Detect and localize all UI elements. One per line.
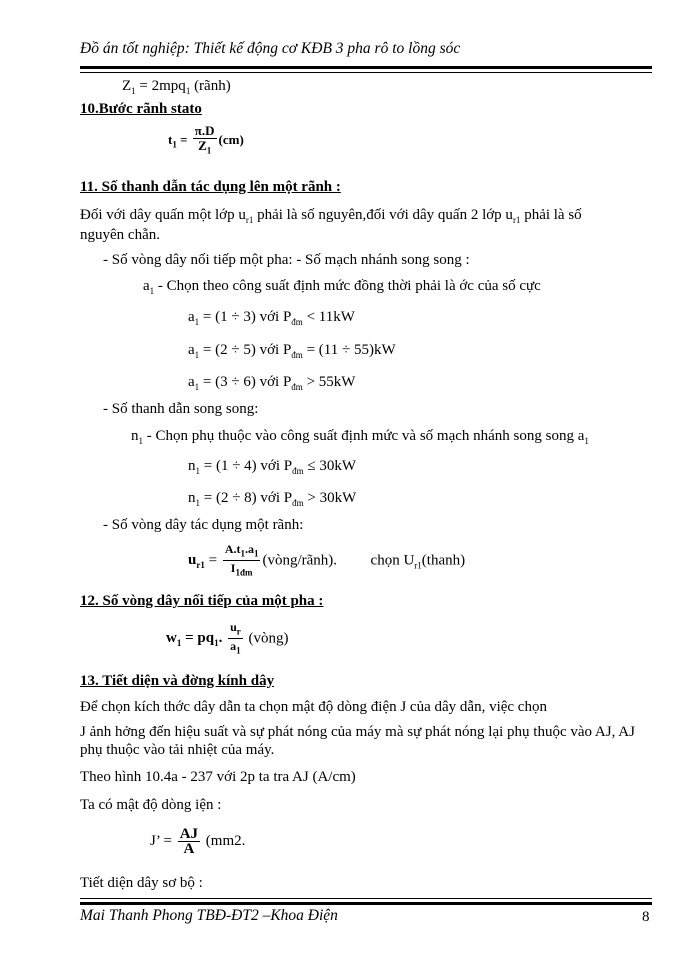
a1-description: $a_1$ - Chọn theo công suất định mức đồng thời phải là ớc của số cực (143, 278, 541, 296)
section-13-p3: Theo hình 10.4a - 237 với 2p ta tra AJ (A/cm) (80, 769, 356, 785)
section-11-intro-line1: Đối với dây quấn một lớp $u_{r1}$ phải là số nguyên,đối với dây quấn 2 lớp $u_{r1}$ phải là số (80, 207, 582, 225)
a1-range-1: $a_1 = (1 \div 3)$ với $P_{đm} < 11kW$ (188, 309, 355, 327)
n1-range-2: $n_1 = (2 \div 8)$ với $P_{đm} > 30kW$ (188, 490, 357, 508)
page-header: Đồ án tốt nghiệp: Thiết kế động cơ KĐB 3 pha rô to lồng sóc (80, 40, 461, 57)
z1-formula: $Z_1 = 2mpq_1$ (rãnh) (122, 78, 231, 96)
section-11-heading: 11. Số thanh dẫn tác dụng lên một rãnh : (80, 179, 341, 195)
footer-rule-thick (80, 902, 652, 905)
section-13-p2: J ảnh hởng đến hiệu suất và sự phát nóng của máy mà sự phát nóng lại phụ thuộc vào AJ, AJ phụ thuộc vào tải nhiệt của máy. (80, 724, 635, 758)
n1-description: $n_1$ - Chọn phụ thuộc vào công suất định mức và số mạch nhánh song song $a_1$ (131, 428, 589, 446)
section-13-heading: 13. Tiết diện và đờng kính dây (80, 673, 275, 689)
section-11-intro-line2: nguyên chẵn. (80, 227, 160, 243)
section-13-p5: Tiết diện dây sơ bộ : (80, 875, 203, 891)
bullet-series-turns: - Số vòng dây nối tiếp một pha: - Số mạch nhánh song song : (103, 252, 470, 268)
slot-turns-formula: $u_{r1}$ = $\frac{A.t_1.a_1}{I_{1đm}}$ (vòng/rãnh). chọn $U_{r1}(thanh)$ (188, 542, 466, 578)
footer-author: Mai Thanh Phong TBĐ-ĐT2 –Khoa Điện (80, 907, 338, 924)
bullet-active-turns: - Số vòng dây tác dụng một rãnh: (103, 517, 304, 533)
bullet-parallel-conductors: - Số thanh dẫn song song: (103, 401, 259, 417)
section-12-heading: 12. Số vòng dây nối tiếp của một pha : (80, 593, 324, 609)
n1-range-1: $n_1 = (1 \div 4)$ với $P_{đm} \le 30kW$ (188, 458, 357, 476)
current-density-formula: J’ = $\frac{AJ}{A}$ (mm2. (150, 826, 246, 857)
a1-range-3: $a_1 = (3 \div 6)$ với $P_{đm} > 55kW$ (188, 374, 356, 392)
header-rule-thin (80, 72, 652, 73)
series-turns-formula: $w_1 = pq_1$. $\frac{u_r}{a_1}$ (vòng) (166, 620, 289, 656)
section-13-p1: Để chọn kích thớc dây dẫn ta chọn mật độ dòng điện J của dây dẫn, việc chọn (80, 699, 547, 715)
section-13-p4: Ta có mật độ dòng iện : (80, 797, 222, 813)
header-rule-thick (80, 66, 652, 69)
section-10-heading: 10.Bước rãnh stato (80, 101, 202, 117)
page-number: 8 (642, 909, 650, 925)
a1-range-2: $a_1 = (2 \div 5)$ với $P_{đm} = (11 \div 55)kW$ (188, 342, 396, 360)
slot-pitch-formula: $t_1$ = $\frac{\pi.D}{Z_1}$ (cm) (168, 123, 244, 156)
footer-rule-thin (80, 898, 652, 899)
